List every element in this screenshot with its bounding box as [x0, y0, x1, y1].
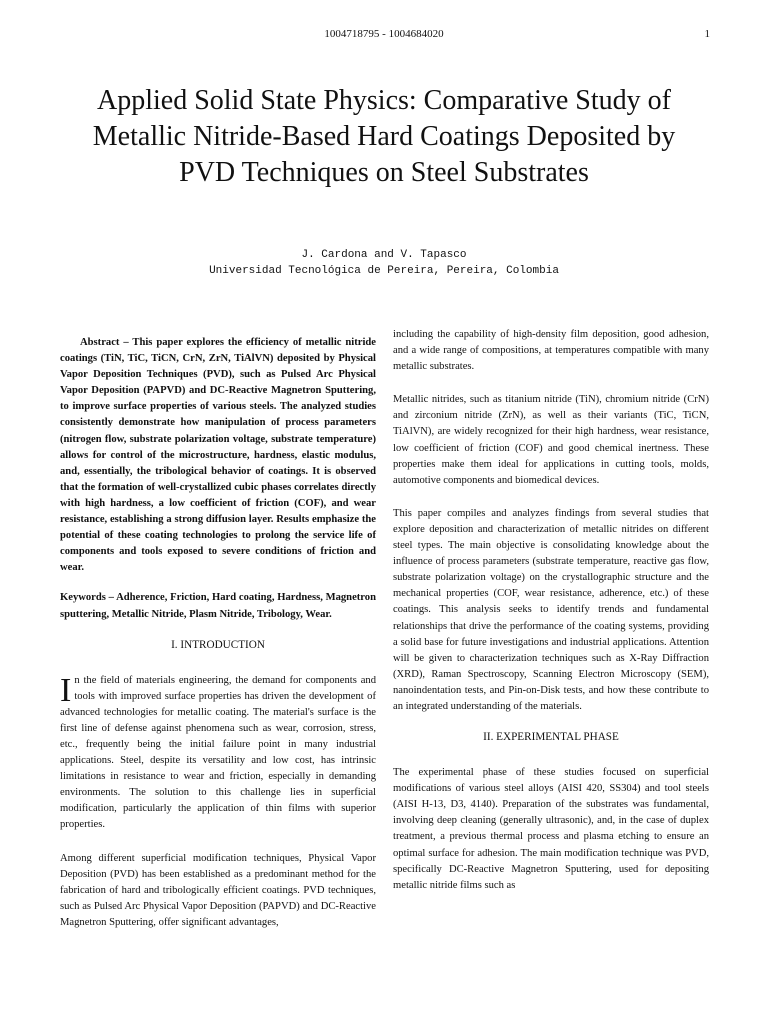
author-names: J. Cardona and V. Tapasco	[301, 249, 467, 261]
right-column	[393, 327, 709, 894]
drop-cap: I	[60, 671, 72, 709]
author-block	[0, 247, 768, 279]
section-heading-introduction: I. INTRODUCTION	[171, 638, 265, 651]
author-affiliation: Universidad Tecnológica de Pereira, Pereira, Colombia	[209, 265, 559, 277]
intro-paragraph-1	[60, 673, 376, 834]
experimental-paragraph-1: The experimental phase of these studies focused on superficial modifications of various steel alloys (AISI 420, SS304) and tool steels (AISI H-13, D3, 4140). Preparation of the substrates was fundamental, involving deep cleaning (generally ultrasonic), and, in the case of duplex treatment, a previous thermal process and plasma etching to ensure an optimal surface for adhesion. The main modification technique was PVD, specifically DC-Reactive Magnetron Sputtering, used for depositing metallic nitride films such as	[393, 767, 709, 891]
running-header: 1004718795 - 1004684020	[324, 28, 444, 40]
section-heading-experimental: II. EXPERIMENTAL PHASE	[483, 731, 619, 744]
intro-paragraph-2: Among different superficial modification techniques, Physical Vapor Deposition (PVD) has been established as a predominant method for the fabrication of hard and tribologically efficient coatings. PVD techniques, such as Pulsed Arc Physical Vapor Deposition (PAPVD) and DC-Reactive Magnetron Sputtering, offer significant advantages,	[60, 852, 376, 928]
intro-paragraph-2-continued: including the capability of high-density film deposition, good adhesion, and a wide range of compositions, at temperatures compatible with many metallic substrates.	[393, 329, 709, 373]
intro-paragraph-1-text: n the field of materials engineering, the demand for components and tools with improved surface properties has driven the development of advanced technologies for metallic coating. The material's surface is the first line of defense against phenomena such as wear, corrosion, stress, etc., frequently being the initial failure point in many industrial applications. Steel, despite its versatility and low cost, has intrinsic limitations in resistance to wear and friction, especially in demanding environments. The solution to this challenge lies in superficial modification, particularly the application of thin films with superior properties.	[60, 674, 376, 831]
intro-paragraph-4: This paper compiles and analyzes findings from several studies that explore deposition and characterization of metallic nitrides on different steel types. The main objective is consolidating knowledge about the influence of process parameters (substrate temperature, reactive gas flow, substrate polarization voltage) on the crystallographic structure and the mechanical properties (COF, wear resistance, adherence, etc.) of these coatings. This analysis seeks to identify trends and fundamental relationships that drive the performance of the coating systems, providing a solid base for future investigations and industrial applications. Attention will be given to characterization techniques such as X-Ray Diffraction (XRD), Raman Spectroscopy, Scanning Electron Microscopy (SEM), nanoindentation tests, and Pin-on-Disk tests, and how these contribute to an integrated understanding of the materials.	[393, 507, 709, 712]
paper-title: Applied Solid State Physics: Comparative Study of Metallic Nitride-Based Hard Coatings Deposited by PVD Techniques on Steel Substrates	[92, 85, 676, 188]
intro-paragraph-3: Metallic nitrides, such as titanium nitride (TiN), chromium nitride (CrN) and zirconium nitride (ZrN), as well as their variants (TiC, TiCN, TiAlVN), are widely recognized for their high hardness, wear resistance, low coefficient of friction (COF) and good chemical inertness. These properties make them ideal for applications in cutting tools, molds, automotive components and biomedical devices.	[393, 394, 709, 486]
left-column	[60, 335, 376, 931]
keywords: Keywords – Adherence, Friction, Hard coating, Hardness, Magnetron sputtering, Metallic Nitride, Plasm Nitride, Tribology, Wear.	[60, 592, 376, 620]
abstract: Abstract – This paper explores the efficiency of metallic nitride coatings (TiN, TiC, TiCN, CrN, ZrN, TiAlVN) deposited by Physical Vapor Deposition Techniques (PVD), such as Pulsed Arc Physical Vapor Deposition (PAPVD) and DC-Reactive Magnetron Sputtering, to improve surface properties of various steels. The analyzed studies consistently demonstrate how manipulation of process parameters (nitrogen flow, substrate polarization voltage, substrate temperature) allows for control of the microstructure, hardness, elastic modulus, and, essentially, the tribological behavior of coatings. It is observed that the formation of well-crystallized cubic phases correlates directly with high hardness, a low coefficient of friction (COF), and wear resistance, establishing a strong diffusion layer. Results emphasize the potential of these coating technologies to prolong the service life of components and tools exposed to severe conditions of friction and wear.	[60, 337, 376, 574]
page-number: 1	[704, 28, 710, 40]
